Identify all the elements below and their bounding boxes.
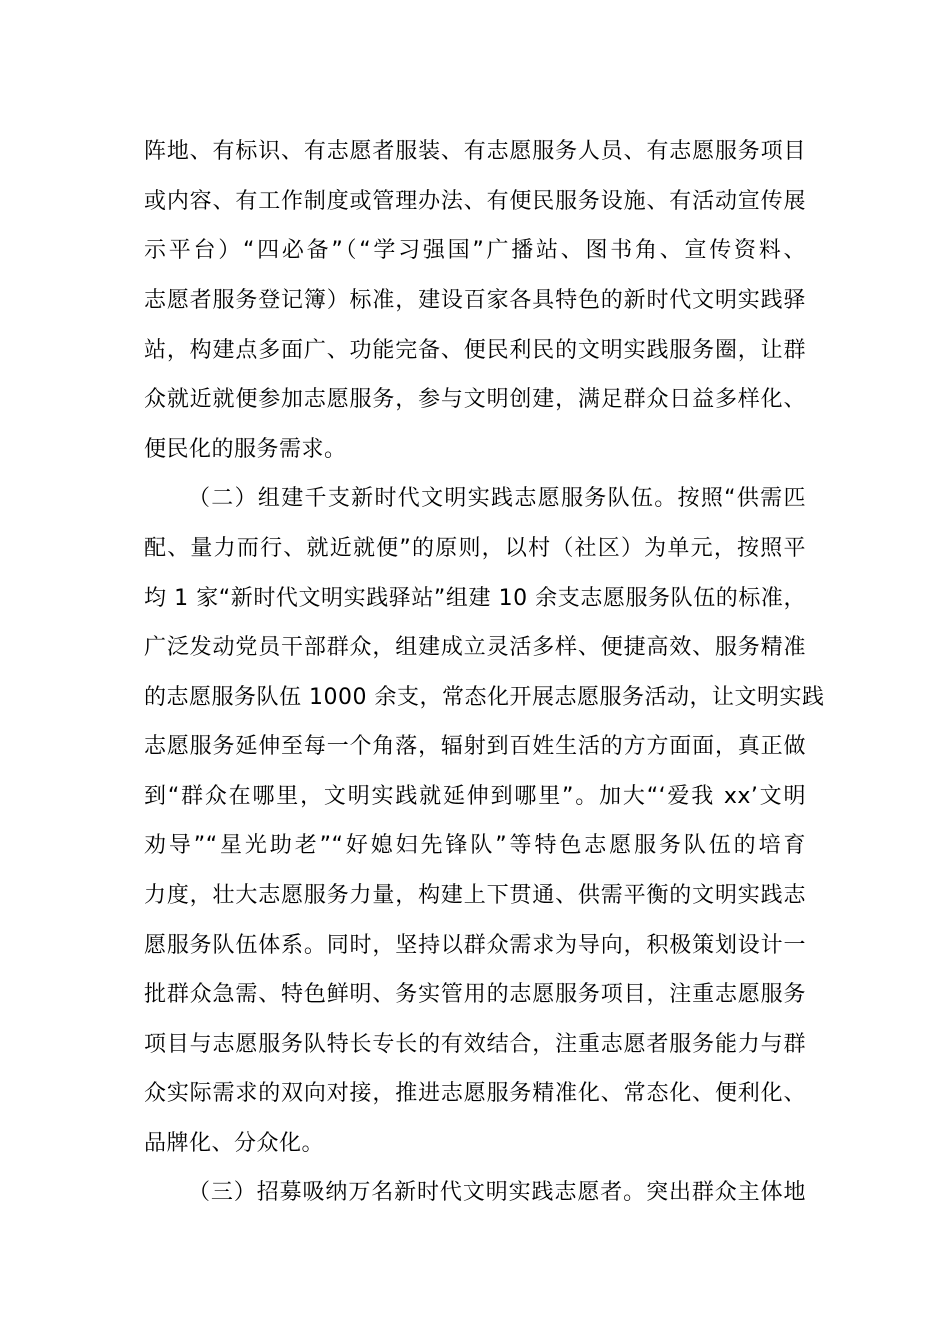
- paragraph-line: 劝导”“星光助老”“好媳妇先锋队”等特色志愿服务队伍的培育: [144, 833, 806, 858]
- paragraph-line: 力度，壮大志愿服务力量，构建上下贯通、供需平衡的文明实践志: [144, 883, 806, 908]
- paragraph-line: 广泛发动党员干部群众，组建成立灵活多样、便捷高效、服务精准: [144, 635, 806, 660]
- paragraph-line: （二）组建千支新时代文明实践志愿服务队伍。按照“供需匹: [188, 486, 806, 511]
- paragraph-line: 的志愿服务队伍 1000 余支，常态化开展志愿服务活动，让文明实践: [144, 685, 825, 710]
- paragraph-line: 批群众急需、特色鲜明、务实管用的志愿服务项目，注重志愿服务: [144, 982, 806, 1007]
- paragraph-line: 示平台）“四必备”（“学习强国”广播站、图书角、宣传资料、: [144, 238, 806, 263]
- paragraph-line: 众就近就便参加志愿服务，参与文明创建，满足群众日益多样化、: [144, 387, 806, 412]
- paragraph-line: 或内容、有工作制度或管理办法、有便民服务设施、有活动宣传展: [144, 189, 806, 214]
- paragraph-line: 志愿服务延伸至每一个角落，辐射到百姓生活的方方面面，真正做: [144, 734, 806, 759]
- paragraph-line: 配、量力而行、就近就便”的原则，以村（社区）为单元，按照平: [144, 536, 806, 561]
- paragraph-line: 愿服务队伍体系。同时，坚持以群众需求为导向，积极策划设计一: [144, 933, 806, 958]
- paragraph-line: 站，构建点多面广、功能完备、便民利民的文明实践服务圈，让群: [144, 338, 806, 363]
- paragraph-line: （三）招募吸纳万名新时代文明实践志愿者。突出群众主体地: [188, 1180, 806, 1205]
- paragraph-line: 众实际需求的双向对接，推进志愿服务精准化、常态化、便利化、: [144, 1081, 806, 1106]
- paragraph-line: 便民化的服务需求。: [144, 437, 347, 462]
- paragraph-line: 阵地、有标识、有志愿者服装、有志愿服务人员、有志愿服务项目: [144, 139, 806, 164]
- paragraph-line: 项目与志愿服务队特长专长的有效结合，注重志愿者服务能力与群: [144, 1032, 806, 1057]
- paragraph-line: 品牌化、分众化。: [144, 1131, 325, 1156]
- paragraph-line: 到“群众在哪里，文明实践就延伸到哪里”。加大“‘爱我 xx’文明: [144, 784, 806, 809]
- paragraph-line: 均 1 家“新时代文明实践驿站”组建 10 余支志愿服务队伍的标准，: [144, 586, 806, 611]
- paragraph-line: 志愿者服务登记簿）标准，建设百家各具特色的新时代文明实践驿: [144, 288, 806, 313]
